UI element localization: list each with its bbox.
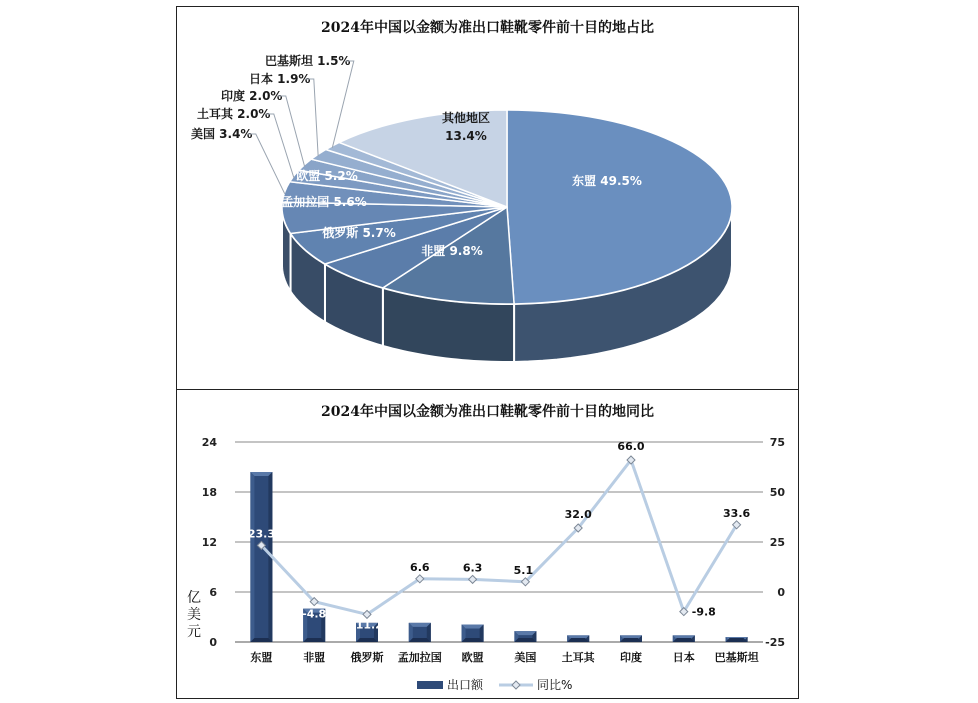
x-tick-label: 巴基斯坦 bbox=[714, 651, 759, 664]
pie-label-2: 非盟 9.8% bbox=[421, 244, 483, 258]
y-left-tick: 24 bbox=[201, 436, 217, 449]
x-tick-label: 土耳其 bbox=[561, 651, 595, 664]
x-tick-label: 孟加拉国 bbox=[397, 651, 442, 664]
line-point bbox=[469, 575, 477, 583]
x-tick-label: 欧盟 bbox=[461, 651, 484, 664]
line-data-label: 66.0 bbox=[617, 440, 645, 453]
x-tick-label: 俄罗斯 bbox=[350, 651, 384, 664]
pie-label-6: 美国 3.4% bbox=[191, 127, 253, 141]
x-tick-label: 日本 bbox=[672, 651, 695, 664]
legend-swatch-bar bbox=[417, 681, 443, 689]
line-data-label: -11.2 bbox=[351, 618, 383, 632]
pie-label-11: 其他地区 bbox=[441, 111, 491, 125]
pie-leader-9 bbox=[306, 79, 318, 156]
y-right-tick: -25 bbox=[765, 636, 785, 649]
y-axis-label: 元 bbox=[187, 624, 201, 640]
combo-chart-title: 2024年中国以金额为准出口鞋靴零件前十目的地同比 bbox=[321, 404, 654, 420]
y-left-tick: 18 bbox=[201, 486, 217, 499]
x-tick-label: 美国 bbox=[514, 651, 537, 664]
y-axis-label: 亿 bbox=[187, 590, 201, 606]
legend-label-bar: 出口额 bbox=[447, 678, 484, 692]
combo-chart-panel bbox=[176, 389, 799, 699]
pie-label-7: 土耳其 2.0% bbox=[197, 107, 271, 121]
y-right-tick: 0 bbox=[777, 586, 785, 599]
pie-chart-panel bbox=[176, 6, 799, 390]
pie-chart bbox=[177, 7, 797, 387]
y-right-tick: 25 bbox=[769, 536, 785, 549]
pie-label-5: 欧盟 5.2% bbox=[296, 169, 358, 183]
combo-chart bbox=[177, 390, 797, 698]
line-data-label: 5.1 bbox=[513, 563, 534, 577]
pie-leader-6 bbox=[248, 134, 285, 194]
line-data-label: -4.8 bbox=[302, 607, 327, 621]
y-left-tick: 6 bbox=[209, 586, 217, 599]
pie-leader-10 bbox=[332, 61, 354, 148]
pie-label-9: 日本 1.9% bbox=[249, 72, 311, 86]
y-left-tick: 0 bbox=[209, 636, 217, 649]
legend-label-line: 同比% bbox=[537, 678, 573, 692]
legend-marker bbox=[512, 681, 520, 689]
line-data-label: -9.8 bbox=[691, 605, 716, 619]
line-data-label: 32.0 bbox=[564, 508, 592, 521]
line-series bbox=[261, 460, 736, 614]
line-data-label: 6.6 bbox=[410, 560, 430, 574]
line-data-label: 6.3 bbox=[462, 561, 483, 575]
x-tick-label: 非盟 bbox=[303, 651, 326, 664]
pie-label-1: 东盟 49.5% bbox=[572, 174, 642, 188]
y-axis-label: 美 bbox=[187, 607, 201, 623]
y-right-tick: 50 bbox=[769, 486, 785, 499]
pie-label-8: 印度 2.0% bbox=[221, 89, 283, 103]
pie-label-10: 巴基斯坦 1.5% bbox=[265, 54, 351, 68]
x-tick-label: 东盟 bbox=[250, 651, 273, 664]
y-left-tick: 12 bbox=[201, 536, 217, 549]
legend bbox=[417, 677, 572, 692]
y-right-tick: 75 bbox=[769, 436, 785, 449]
pie-leader-7 bbox=[266, 114, 294, 178]
line-data-label: 33.6 bbox=[723, 506, 751, 520]
line-data-label: 23.3 bbox=[247, 527, 275, 541]
pie-chart-title: 2024年中国以金额为准出口鞋靴零件前十目的地占比 bbox=[321, 20, 654, 36]
pie-label-4: 孟加拉国 5.6% bbox=[281, 195, 367, 209]
pie-leader-8 bbox=[278, 96, 305, 167]
x-tick-label: 印度 bbox=[620, 651, 642, 664]
bar-bevel-left bbox=[250, 472, 254, 642]
pie-label-3: 俄罗斯 5.7% bbox=[322, 226, 396, 240]
pie-value-11: 13.4% bbox=[445, 129, 487, 143]
